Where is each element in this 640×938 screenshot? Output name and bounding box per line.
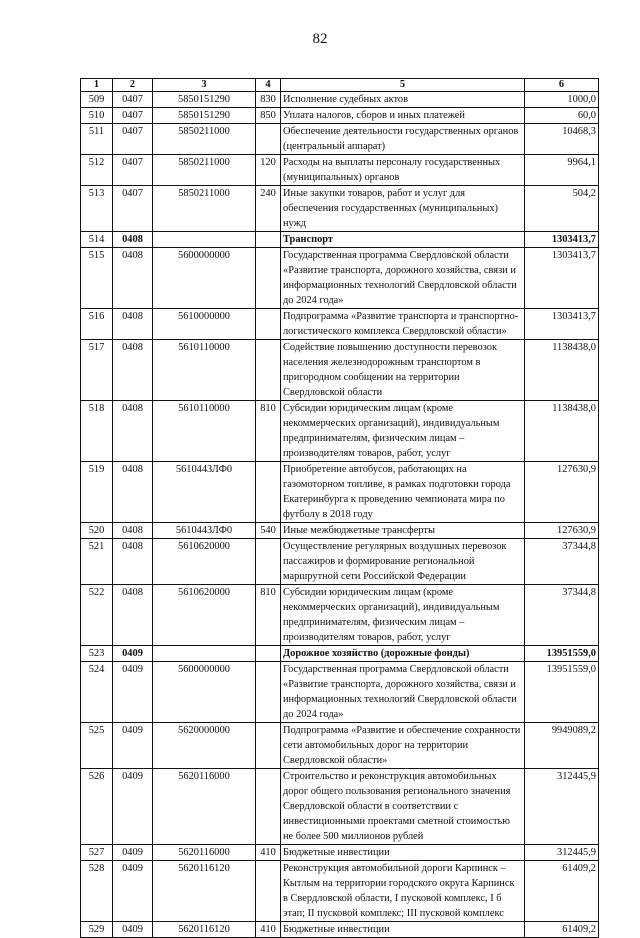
target-article-code: 5620000000 xyxy=(153,723,256,769)
item-name: Субсидии юридическим лицам (кроме некоммерческих организаций), индивидуальным предпринимателям, физическим лицам – производителям товаров, работ, услуг xyxy=(281,585,525,646)
table-row xyxy=(81,186,599,232)
item-name: Бюджетные инвестиции xyxy=(281,922,525,938)
amount: 9949089,2 xyxy=(525,723,599,769)
section-code: 0408 xyxy=(113,232,153,248)
item-name: Дорожное хозяйство (дорожные фонды) xyxy=(281,646,525,662)
target-article-code: 5620116120 xyxy=(153,922,256,938)
table-row xyxy=(81,539,599,585)
item-name: Реконструкция автомобильной дороги Карпинск – Кытлым на территории городского округа Карпинск в Свердловской области, I пусковой комплекс, I б этап; II пусковой комплекс; III пусковой комплекс xyxy=(281,861,525,922)
section-code: 0409 xyxy=(113,922,153,938)
item-name: Транспорт xyxy=(281,232,525,248)
row-number: 526 xyxy=(81,769,113,845)
amount: 127630,9 xyxy=(525,523,599,539)
expense-type-code: 410 xyxy=(256,845,281,861)
section-code: 0409 xyxy=(113,769,153,845)
amount: 37344,8 xyxy=(525,585,599,646)
item-name: Исполнение судебных актов xyxy=(281,92,525,108)
expense-type-code: 240 xyxy=(256,186,281,232)
section-code: 0409 xyxy=(113,861,153,922)
section-code: 0409 xyxy=(113,845,153,861)
expense-type-code xyxy=(256,340,281,401)
row-number: 514 xyxy=(81,232,113,248)
table-row xyxy=(81,155,599,186)
header-col-6: 6 xyxy=(525,79,599,92)
amount: 10468,3 xyxy=(525,124,599,155)
amount: 60,0 xyxy=(525,108,599,124)
table-body xyxy=(81,92,599,938)
item-name: Содействие повышению доступности перевозок населения железнодорожным транспортом в пригородном сообщении на территории Свердловской области xyxy=(281,340,525,401)
amount: 9964,1 xyxy=(525,155,599,186)
section-code: 0409 xyxy=(113,646,153,662)
table-row xyxy=(81,646,599,662)
section-code: 0408 xyxy=(113,309,153,340)
table-row xyxy=(81,769,599,845)
item-name: Подпрограмма «Развитие транспорта и транспортно-логистического комплекса Свердловской области» xyxy=(281,309,525,340)
target-article-code: 561044ЗЛФ0 xyxy=(153,523,256,539)
item-name: Строительство и реконструкция автомобильных дорог общего пользования регионального значения Свердловской области в соответствии с инвестиционными проектами сметной стоимостью не более 500 миллионов рублей xyxy=(281,769,525,845)
expense-type-code: 810 xyxy=(256,585,281,646)
item-name: Иные закупки товаров, работ и услуг для обеспечения государственных (муниципальных) нужд xyxy=(281,186,525,232)
amount: 1138438,0 xyxy=(525,401,599,462)
section-code: 0407 xyxy=(113,92,153,108)
row-number: 518 xyxy=(81,401,113,462)
table-row xyxy=(81,92,599,108)
target-article-code: 5850151290 xyxy=(153,92,256,108)
amount: 127630,9 xyxy=(525,462,599,523)
amount: 13951559,0 xyxy=(525,646,599,662)
amount: 13951559,0 xyxy=(525,662,599,723)
row-number: 509 xyxy=(81,92,113,108)
expense-type-code: 120 xyxy=(256,155,281,186)
row-number: 523 xyxy=(81,646,113,662)
expense-type-code: 540 xyxy=(256,523,281,539)
amount: 61409,2 xyxy=(525,922,599,938)
header-col-1: 1 xyxy=(81,79,113,92)
amount: 37344,8 xyxy=(525,539,599,585)
target-article-code: 5610110000 xyxy=(153,401,256,462)
row-number: 510 xyxy=(81,108,113,124)
amount: 1303413,7 xyxy=(525,248,599,309)
expense-type-code: 810 xyxy=(256,401,281,462)
item-name: Приобретение автобусов, работающих на газомоторном топливе, в рамках подготовки города Екатеринбурга к проведению чемпионата мира по футболу в 2018 году xyxy=(281,462,525,523)
expense-type-code xyxy=(256,662,281,723)
expense-type-code xyxy=(256,769,281,845)
item-name: Подпрограмма «Развитие и обеспечение сохранности сети автомобильных дорог на территории Свердловской области» xyxy=(281,723,525,769)
row-number: 525 xyxy=(81,723,113,769)
section-code: 0407 xyxy=(113,186,153,232)
expense-type-code: 850 xyxy=(256,108,281,124)
expense-type-code xyxy=(256,646,281,662)
section-code: 0409 xyxy=(113,662,153,723)
amount: 1303413,7 xyxy=(525,309,599,340)
expense-type-code xyxy=(256,723,281,769)
row-number: 527 xyxy=(81,845,113,861)
target-article-code: 5610000000 xyxy=(153,309,256,340)
expense-type-code xyxy=(256,309,281,340)
target-article-code: 5620116000 xyxy=(153,845,256,861)
target-article-code: 5600000000 xyxy=(153,662,256,723)
expense-type-code xyxy=(256,462,281,523)
header-col-3: 3 xyxy=(153,79,256,92)
table-row xyxy=(81,845,599,861)
section-code: 0408 xyxy=(113,539,153,585)
table-row xyxy=(81,523,599,539)
item-name: Уплата налогов, сборов и иных платежей xyxy=(281,108,525,124)
table-row xyxy=(81,585,599,646)
section-code: 0409 xyxy=(113,723,153,769)
row-number: 522 xyxy=(81,585,113,646)
expense-type-code xyxy=(256,232,281,248)
row-number: 519 xyxy=(81,462,113,523)
amount: 1000,0 xyxy=(525,92,599,108)
header-col-4: 4 xyxy=(256,79,281,92)
table-row xyxy=(81,124,599,155)
table-row xyxy=(81,922,599,938)
row-number: 511 xyxy=(81,124,113,155)
item-name: Государственная программа Свердловской области «Развитие транспорта, дорожного хозяйства, связи и информационных технологий Свердловской области до 2024 года» xyxy=(281,662,525,723)
target-article-code: 5600000000 xyxy=(153,248,256,309)
row-number: 512 xyxy=(81,155,113,186)
expense-type-code xyxy=(256,539,281,585)
row-number: 516 xyxy=(81,309,113,340)
row-number: 520 xyxy=(81,523,113,539)
row-number: 524 xyxy=(81,662,113,723)
header-col-5: 5 xyxy=(281,79,525,92)
target-article-code: 5850211000 xyxy=(153,186,256,232)
row-number: 515 xyxy=(81,248,113,309)
item-name: Иные межбюджетные трансферты xyxy=(281,523,525,539)
page-number: 82 xyxy=(312,31,328,47)
table-row xyxy=(81,108,599,124)
target-article-code xyxy=(153,646,256,662)
table-row xyxy=(81,232,599,248)
section-code: 0407 xyxy=(113,155,153,186)
row-number: 529 xyxy=(81,922,113,938)
table-row xyxy=(81,309,599,340)
section-code: 0408 xyxy=(113,523,153,539)
amount: 1303413,7 xyxy=(525,232,599,248)
table-row xyxy=(81,340,599,401)
item-name: Обеспечение деятельности государственных органов (центральный аппарат) xyxy=(281,124,525,155)
table-header-row xyxy=(81,79,599,92)
section-code: 0408 xyxy=(113,585,153,646)
target-article-code: 5610620000 xyxy=(153,585,256,646)
item-name: Осуществление регулярных воздушных перевозок пассажиров и формирование региональной маршрутной сети Российской Федерации xyxy=(281,539,525,585)
section-code: 0408 xyxy=(113,462,153,523)
row-number: 528 xyxy=(81,861,113,922)
expense-type-code xyxy=(256,248,281,309)
expense-type-code: 410 xyxy=(256,922,281,938)
amount: 312445,9 xyxy=(525,769,599,845)
budget-table xyxy=(80,78,599,938)
target-article-code: 5610110000 xyxy=(153,340,256,401)
row-number: 517 xyxy=(81,340,113,401)
section-code: 0408 xyxy=(113,340,153,401)
section-code: 0407 xyxy=(113,108,153,124)
section-code: 0408 xyxy=(113,248,153,309)
target-article-code: 5620116000 xyxy=(153,769,256,845)
row-number: 521 xyxy=(81,539,113,585)
section-code: 0408 xyxy=(113,401,153,462)
target-article-code: 5620116120 xyxy=(153,861,256,922)
expense-type-code xyxy=(256,861,281,922)
amount: 504,2 xyxy=(525,186,599,232)
target-article-code: 561044ЗЛФ0 xyxy=(153,462,256,523)
expense-type-code xyxy=(256,124,281,155)
amount: 61409,2 xyxy=(525,861,599,922)
target-article-code: 5610620000 xyxy=(153,539,256,585)
item-name: Бюджетные инвестиции xyxy=(281,845,525,861)
target-article-code: 5850151290 xyxy=(153,108,256,124)
table-row xyxy=(81,861,599,922)
item-name: Субсидии юридическим лицам (кроме некоммерческих организаций), индивидуальным предпринимателям, физическим лицам – производителям товаров, работ, услуг xyxy=(281,401,525,462)
table-row xyxy=(81,401,599,462)
table-row xyxy=(81,723,599,769)
header-col-2: 2 xyxy=(113,79,153,92)
target-article-code: 5850211000 xyxy=(153,155,256,186)
amount: 312445,9 xyxy=(525,845,599,861)
target-article-code: 5850211000 xyxy=(153,124,256,155)
section-code: 0407 xyxy=(113,124,153,155)
table-row xyxy=(81,662,599,723)
item-name: Расходы на выплаты персоналу государственных (муниципальных) органов xyxy=(281,155,525,186)
table-row xyxy=(81,462,599,523)
amount: 1138438,0 xyxy=(525,340,599,401)
item-name: Государственная программа Свердловской области «Развитие транспорта, дорожного хозяйства, связи и информационных технологий Свердловской области до 2024 года» xyxy=(281,248,525,309)
row-number: 513 xyxy=(81,186,113,232)
target-article-code xyxy=(153,232,256,248)
table-row xyxy=(81,248,599,309)
expense-type-code: 830 xyxy=(256,92,281,108)
